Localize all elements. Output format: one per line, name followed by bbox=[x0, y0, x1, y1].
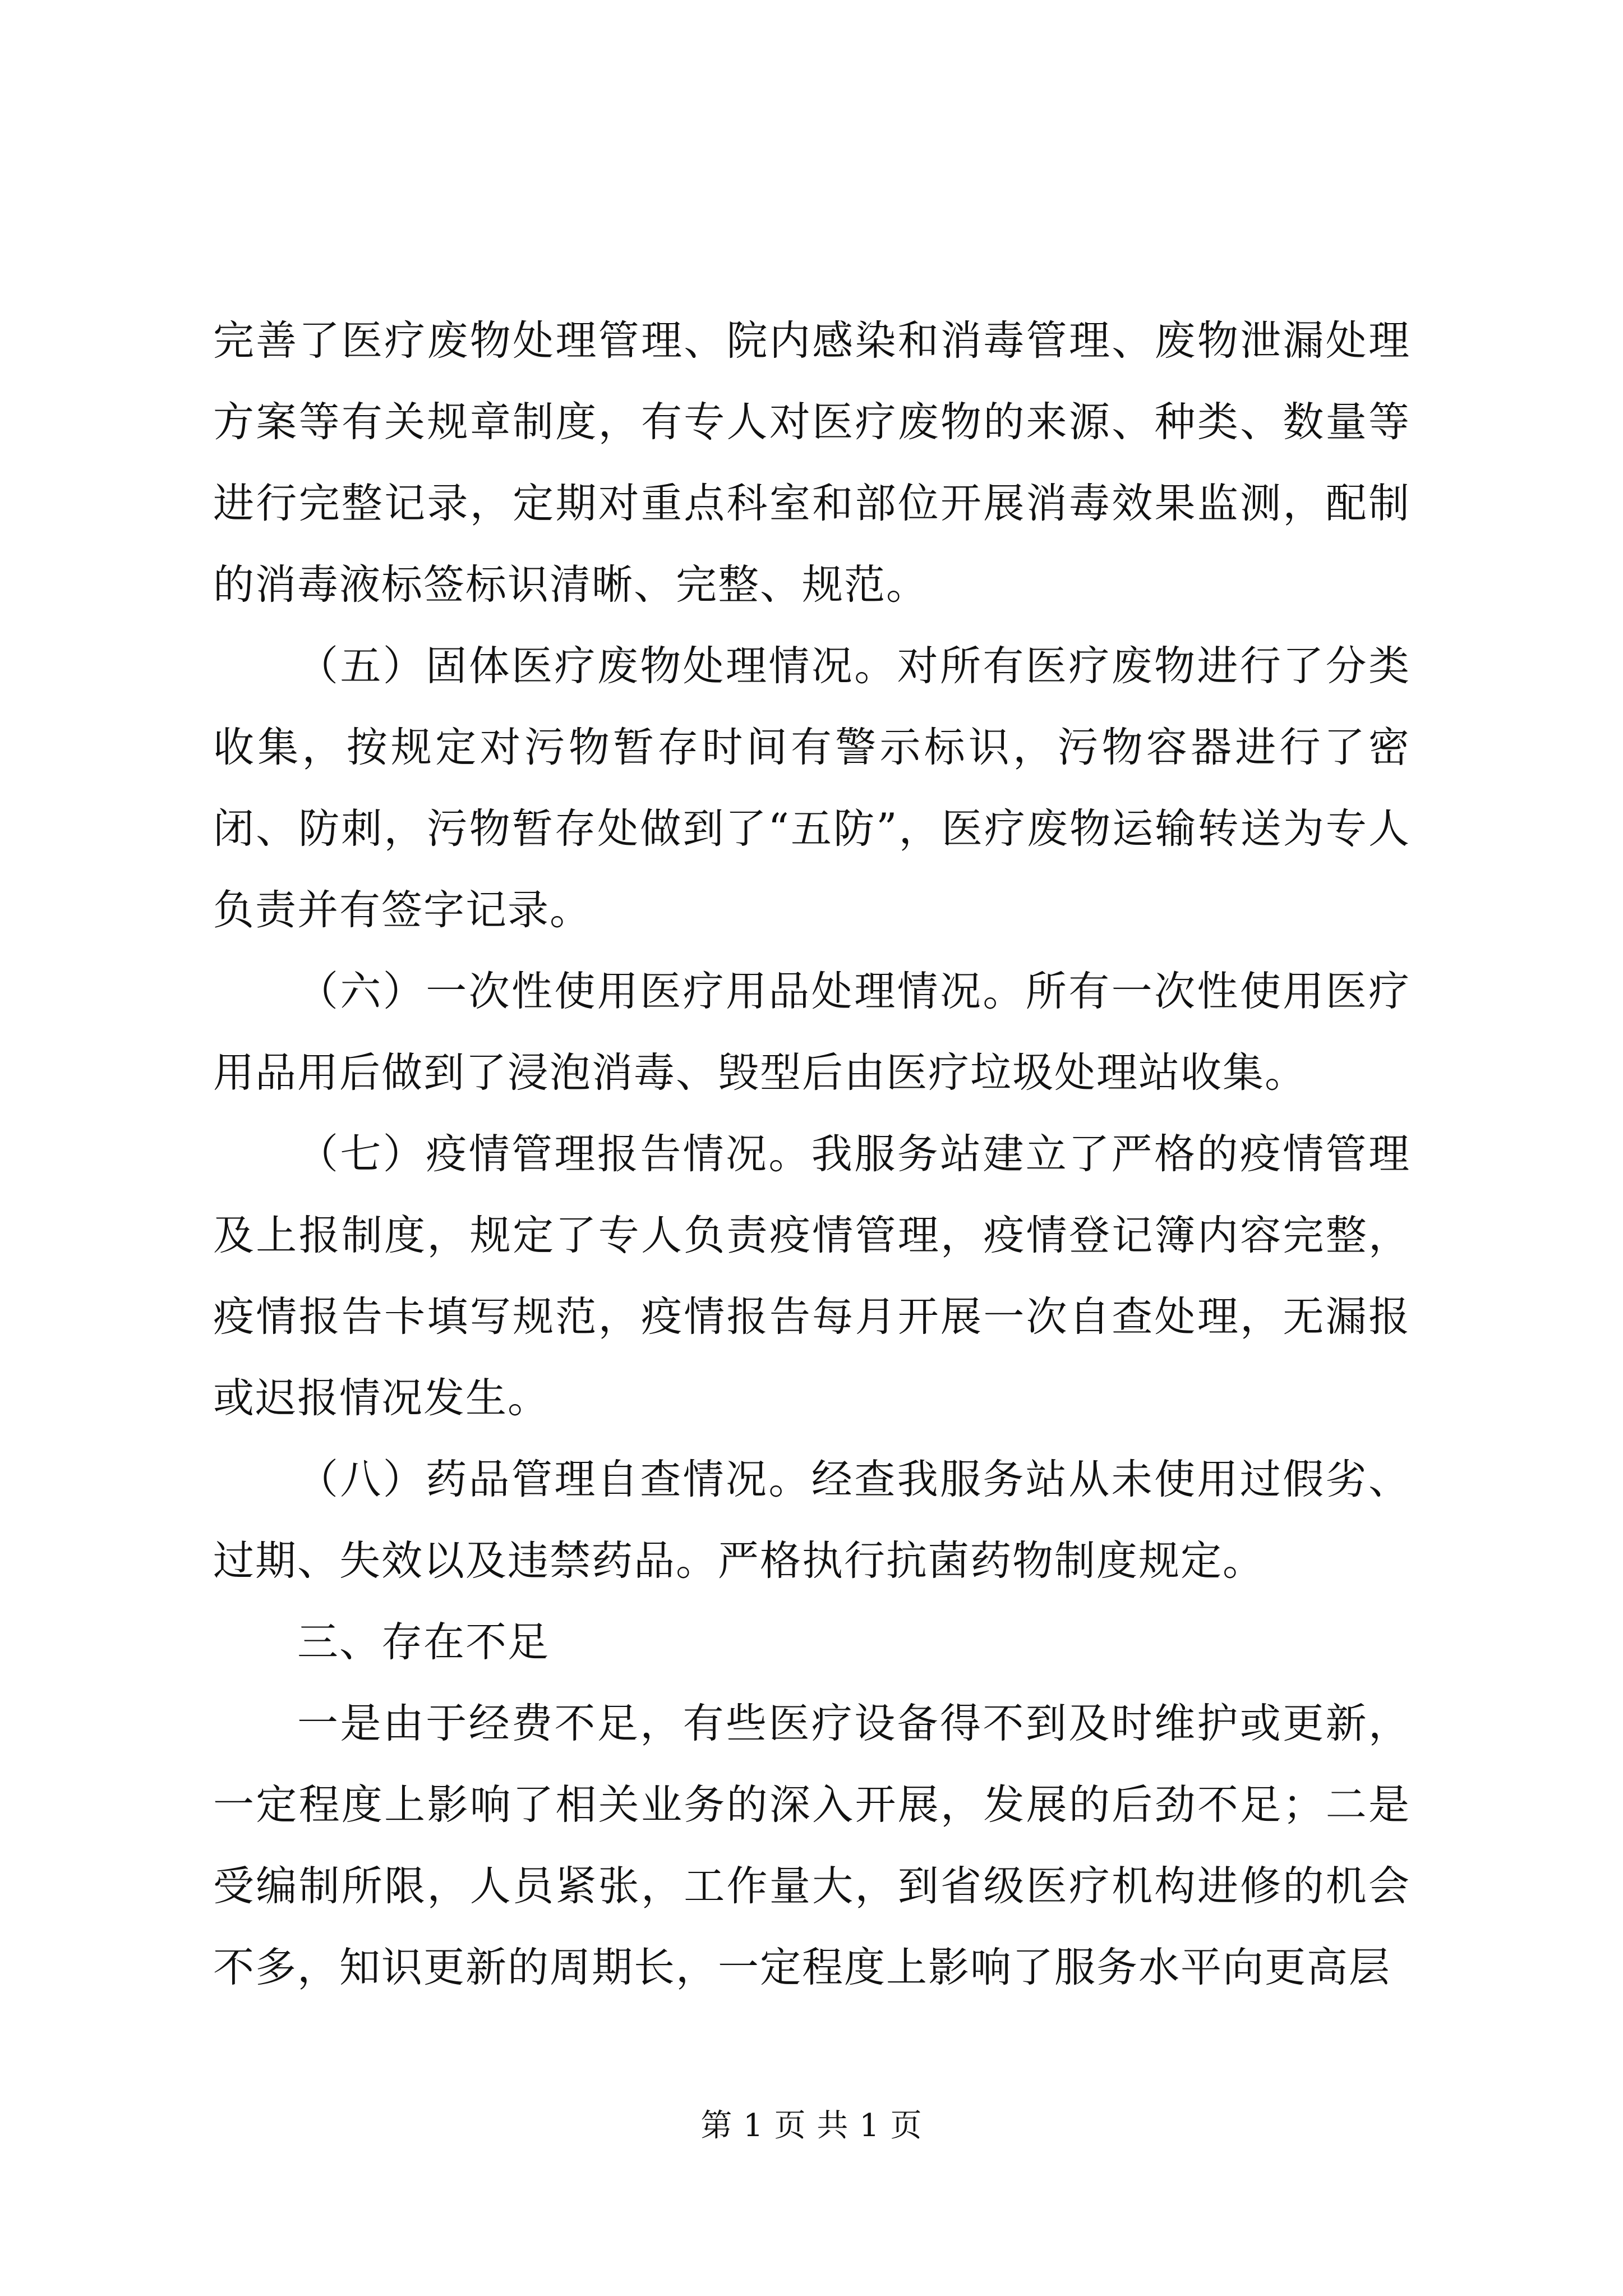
paragraph-solid-waste: （五）固体医疗废物处理情况。对所有医疗废物进行了分类收集，按规定对污物暂存时间有警示标识，污物容器进行了密闭、防刺，污物暂存处做到了“五防”，医疗废物运输转送为专人负责并有签字记录。 bbox=[213, 642, 1410, 934]
paragraph-drug-management: （八）药品管理自查情况。经查我服务站从未使用过假劣、过期、失效以及违禁药品。严格执行抗菌药物制度规定。 bbox=[213, 1456, 1410, 1585]
paragraph-medical-waste-rules: 完善了医疗废物处理管理、院内感染和消毒管理、废物泄漏处理方案等有关规章制度，有专人对医疗废物的来源、种类、数量等进行完整记录，定期对重点科室和部位开展消毒效果监测，配制的消毒液标签标识清晰、完整、规范。 bbox=[213, 317, 1410, 609]
document-body bbox=[213, 300, 1410, 2008]
section-heading-shortcomings: 三、存在不足 bbox=[297, 1618, 550, 1666]
paragraph-disposable-supplies: （六）一次性使用医疗用品处理情况。所有一次性使用医疗用品用后做到了浸泡消毒、毁型后由医疗垃圾处理站收集。 bbox=[213, 968, 1410, 1097]
paragraph-epidemic-reporting: （七）疫情管理报告情况。我服务站建立了严格的疫情管理及上报制度，规定了专人负责疫情管理，疫情登记簿内容完整，疫情报告卡填写规范，疫情报告每月开展一次自查处理，无漏报或迟报情况发生。 bbox=[213, 1130, 1410, 1422]
paragraph-shortcomings: 一是由于经费不足，有些医疗设备得不到及时维护或更新，一定程度上影响了相关业务的深入开展，发展的后劲不足；二是受编制所限，人员紧张，工作量大，到省级医疗机构进修的机会不多，知识更新的周期长，一定程度上影响了服务水平向更高层 bbox=[213, 1700, 1410, 1991]
page-footer: 第 1 页 共 1 页 bbox=[700, 2108, 923, 2144]
